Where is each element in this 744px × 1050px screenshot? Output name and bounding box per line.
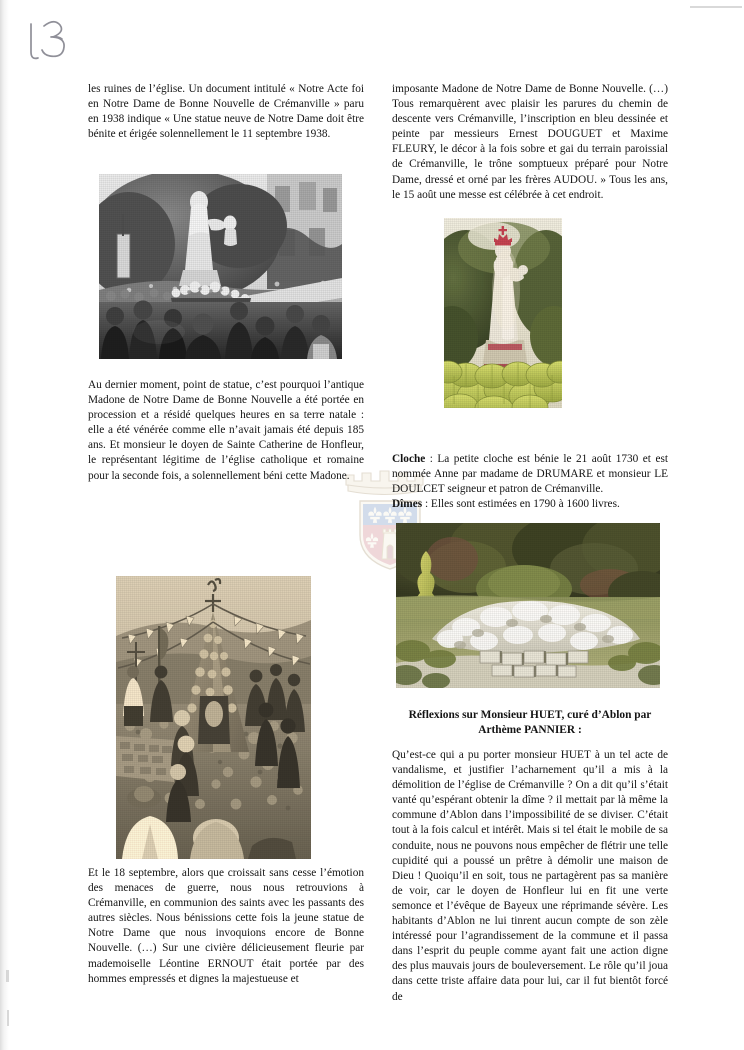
paragraph: les ruines de l’église. Un document intitulé « Notre Acte foi en Notre Dame de Bonne Nouvelle de Crémanville » paru en 1938 indique « Une statue neuve de Notre Dame doit être bénite et érigée solennellement le 11 septembre 1938. (88, 83, 364, 141)
left-column-paragraph-1-block (88, 82, 364, 142)
photo-grain-overlay (396, 523, 660, 688)
photo-procession-madone (99, 174, 342, 359)
dimes-note (392, 497, 668, 512)
paragraph: imposante Madone de Notre Dame de Bonne Nouvelle. (…) Tous remarquèrent avec plaisir les parures du chemin de descente vers Crémanville, l’inscription en bleu dessinée et peinte par messieurs Ernest DOUGUET et Maxime FLEURY, le décor à la fois sobre et gai du terrain paroissial de Crémanville, le trône somptueux préparé pour Notre Dame, dressé et orné par les frères AUDOU. » Tous les ans, le 15 août une messe est célébrée à cet endroit. (392, 83, 668, 201)
photo-statue-notre-dame (444, 218, 562, 408)
cloche-text: : La petite cloche est bénie le 21 août 1730 et est nommée Anne par madame de DRUMARE et monsieur LE DOULCET seigneur et patron de Crémanville. (392, 453, 668, 496)
scan-speck (6, 970, 9, 982)
section-heading-line-2: Arthème PANNIER : (478, 724, 582, 736)
section-heading-line-1: Réflexions sur Monsieur HUET, curé d’Ablon par (408, 709, 652, 721)
paragraph: Au dernier moment, point de statue, c’est pourquoi l’antique Madone de Notre Dame de Bonne Nouvelle a été portée en procession et a résidé quelques heures en sa terre natale : elle a été vénérée comme elle n’avait jamais été depuis 185 ans. Et monsieur le doyen de Sainte Catherine de Honfleur, le représentant légitime de l’église catholique et romaine pour la seconde fois, a solennellement béni cette Madone. (88, 379, 364, 482)
photo-pierres-canvas (396, 523, 660, 688)
scan-speck (7, 1010, 9, 1026)
photo-grain-overlay (444, 218, 562, 408)
left-column-paragraph-3-block (88, 866, 364, 987)
photo-reposoir-canvas (116, 576, 311, 859)
scan-edge-left (0, 0, 9, 1050)
folio-mark-icon (18, 8, 88, 68)
photo-statue-canvas (444, 218, 562, 408)
section-heading-block (392, 708, 668, 738)
paragraph: Qu’est-ce qui a pu porter monsieur HUET à un tel acte de vandalisme, et justifier l’acharnement qu’il a mis à la démolition de l’église de Crémanville ? On a dit qu’il s’était vanté qu’espérant obtenir la dîme ? il mettait par là même la commune d’Ablon dans l’impossibilité de se diviser. C’était tout à la fois calcul et intérêt. Mais si tel était le mobile de sa conduite, nous ne pouvons nous empêcher de flétrir une telle cupidité qui a poussé un prêtre à démolir une maison de Dieu ! Quoiqu’il en soit, tous ne partagèrent pas sa manière de voir, car le doyen de Honfleur lui en fit une verte semonce et l’évêque de Bayeux une réprimande sévère. Les habitants d’Ablon ne lui tinrent aucun compte de son zèle intéressé pour l’agrandissement de la commune et il passa dans l’esprit du peuple comme ayant fait une action digne des plus mauvais jours de bouleversement. Le rôle qu’il joua dans cette triste affaire data pour lui, car il fut bientôt forcé de (392, 749, 668, 1003)
right-column-paragraph-huet-block (392, 748, 668, 1005)
cloche-label: Cloche (392, 453, 426, 465)
cloche-note (392, 452, 668, 497)
photo-grain-overlay (116, 576, 311, 859)
dimes-text: : Elles sont estimées en 1790 à 1600 livres. (422, 498, 620, 511)
right-column-notes-block (392, 452, 668, 512)
handwritten-folio-mark (18, 8, 88, 68)
dimes-label: Dîmes (392, 498, 423, 511)
scan-edge-top (690, 6, 742, 8)
paragraph: Et le 18 septembre, alors que croissait sans cesse l’émotion des menaces de guerre, nous nous retrouvions à Crémanville, en communion des saints avec les passants des autres siècles. Nous bénissions cette fois la jeune statue de Notre Dame que nous invoquions encore de Bonne Nouvelle. (…) Sur une civière délicieusement fleurie par mademoiselle Léontine ERNOUT était portée par des hommes empressés et dignes la majestueuse et (88, 867, 364, 985)
photo-pierres-eglise (396, 523, 660, 688)
left-column-paragraph-2-block (88, 378, 364, 484)
photo-procession-canvas (99, 174, 342, 359)
photo-grain-overlay (99, 174, 342, 359)
right-column-paragraph-top-block (392, 82, 668, 203)
photo-reposoir-fleuri (116, 576, 311, 859)
